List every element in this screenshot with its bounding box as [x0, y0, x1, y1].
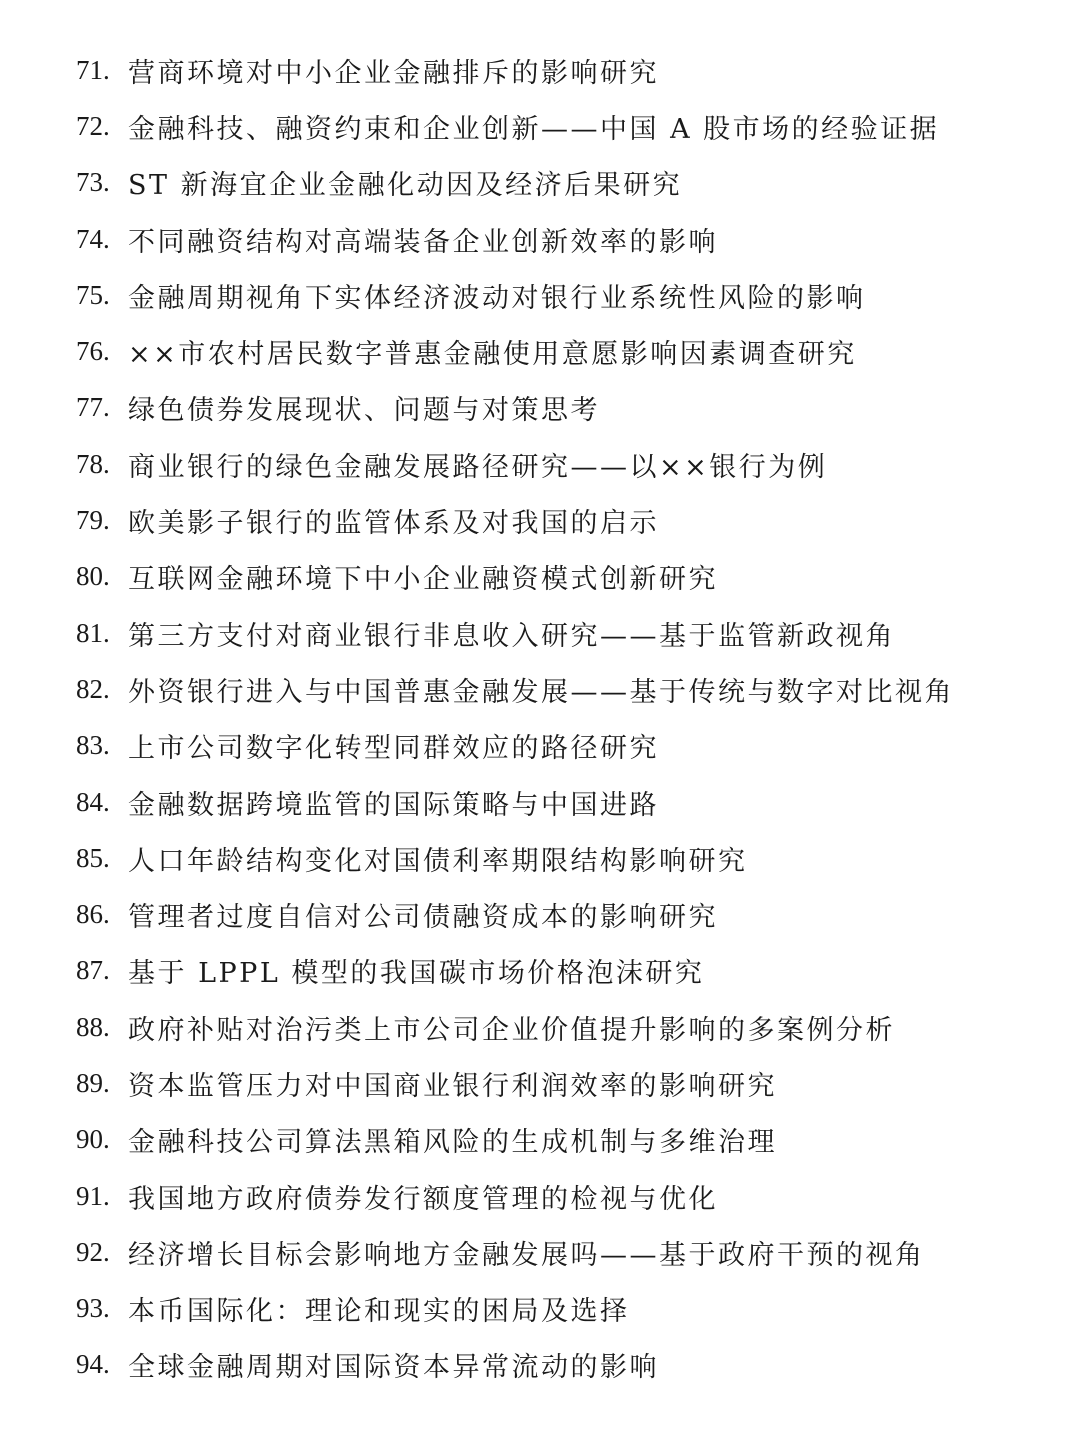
item-number: 74.	[76, 223, 110, 254]
list-item	[76, 830, 1056, 886]
item-title: 不同融资结构对高端装备企业创新效率的影响	[128, 226, 718, 258]
list-item	[76, 436, 1056, 492]
item-number: 82.	[76, 673, 110, 704]
list-item	[76, 1224, 1056, 1280]
item-number: 92.	[76, 1236, 110, 1267]
item-title: 外资银行进入与中国普惠金融发展——基于传统与数字对比视角	[128, 676, 954, 708]
item-title: 营商环境对中小企业金融排斥的影响研究	[128, 57, 659, 89]
item-number: 80.	[76, 561, 110, 592]
item-title: ST 新海宜企业金融化动因及经济后果研究	[128, 170, 683, 202]
item-number: 71.	[76, 54, 110, 85]
item-title: 资本监管压力对中国商业银行利润效率的影响研究	[128, 1070, 777, 1102]
item-title: 商业银行的绿色金融发展路径研究——以××银行为例	[128, 451, 828, 483]
topic-list	[76, 42, 1056, 1393]
list-item	[76, 1168, 1056, 1224]
item-number: 90.	[76, 1124, 110, 1155]
list-item	[76, 98, 1056, 154]
list-item	[76, 380, 1056, 436]
list-item	[76, 1112, 1056, 1168]
item-number: 93.	[76, 1293, 110, 1324]
list-item	[76, 42, 1056, 98]
list-item	[76, 549, 1056, 605]
list-item	[76, 1337, 1056, 1393]
list-item	[76, 492, 1056, 548]
list-item	[76, 886, 1056, 942]
item-number: 78.	[76, 448, 110, 479]
item-number: 88.	[76, 1011, 110, 1042]
item-title: 第三方支付对商业银行非息收入研究——基于监管新政视角	[128, 620, 895, 652]
item-number: 72.	[76, 110, 110, 141]
item-number: 91.	[76, 1180, 110, 1211]
list-item	[76, 1281, 1056, 1337]
item-number: 81.	[76, 617, 110, 648]
item-title: 经济增长目标会影响地方金融发展吗——基于政府干预的视角	[128, 1239, 925, 1271]
list-item	[76, 211, 1056, 267]
list-item	[76, 999, 1056, 1055]
item-number: 77.	[76, 392, 110, 423]
list-item	[76, 1055, 1056, 1111]
list-item	[76, 155, 1056, 211]
item-title: 全球金融周期对国际资本异常流动的影响	[128, 1352, 659, 1384]
item-number: 87.	[76, 955, 110, 986]
item-title: 欧美影子银行的监管体系及对我国的启示	[128, 508, 659, 540]
item-title: 金融科技、融资约束和企业创新——中国 A 股市场的经验证据	[128, 113, 940, 145]
item-number: 86.	[76, 899, 110, 930]
item-title: 上市公司数字化转型同群效应的路径研究	[128, 733, 659, 765]
item-title: 金融周期视角下实体经济波动对银行业系统性风险的影响	[128, 282, 866, 314]
item-title: 金融数据跨境监管的国际策略与中国进路	[128, 789, 659, 821]
item-number: 85.	[76, 842, 110, 873]
item-title: ××市农村居民数字普惠金融使用意愿影响因素调查研究	[128, 339, 857, 371]
list-item	[76, 774, 1056, 830]
item-title: 互联网金融环境下中小企业融资模式创新研究	[128, 564, 718, 596]
list-item	[76, 718, 1056, 774]
list-item	[76, 323, 1056, 379]
item-number: 83.	[76, 730, 110, 761]
item-number: 79.	[76, 505, 110, 536]
item-number: 94.	[76, 1349, 110, 1380]
item-title: 金融科技公司算法黑箱风险的生成机制与多维治理	[128, 1127, 777, 1159]
item-title: 本币国际化：理论和现实的困局及选择	[128, 1296, 630, 1328]
item-number: 75.	[76, 279, 110, 310]
list-item	[76, 943, 1056, 999]
item-number: 73.	[76, 167, 110, 198]
item-title: 管理者过度自信对公司债融资成本的影响研究	[128, 902, 718, 934]
item-title: 基于 LPPL 模型的我国碳市场价格泡沫研究	[128, 958, 705, 990]
list-item	[76, 267, 1056, 323]
item-title: 绿色债券发展现状、问题与对策思考	[128, 395, 600, 427]
item-title: 政府补贴对治污类上市公司企业价值提升影响的多案例分析	[128, 1014, 895, 1046]
list-item	[76, 605, 1056, 661]
item-number: 76.	[76, 336, 110, 367]
list-item	[76, 661, 1056, 717]
item-title: 我国地方政府债券发行额度管理的检视与优化	[128, 1183, 718, 1215]
item-title: 人口年龄结构变化对国债利率期限结构影响研究	[128, 845, 748, 877]
item-number: 89.	[76, 1067, 110, 1098]
item-number: 84.	[76, 786, 110, 817]
